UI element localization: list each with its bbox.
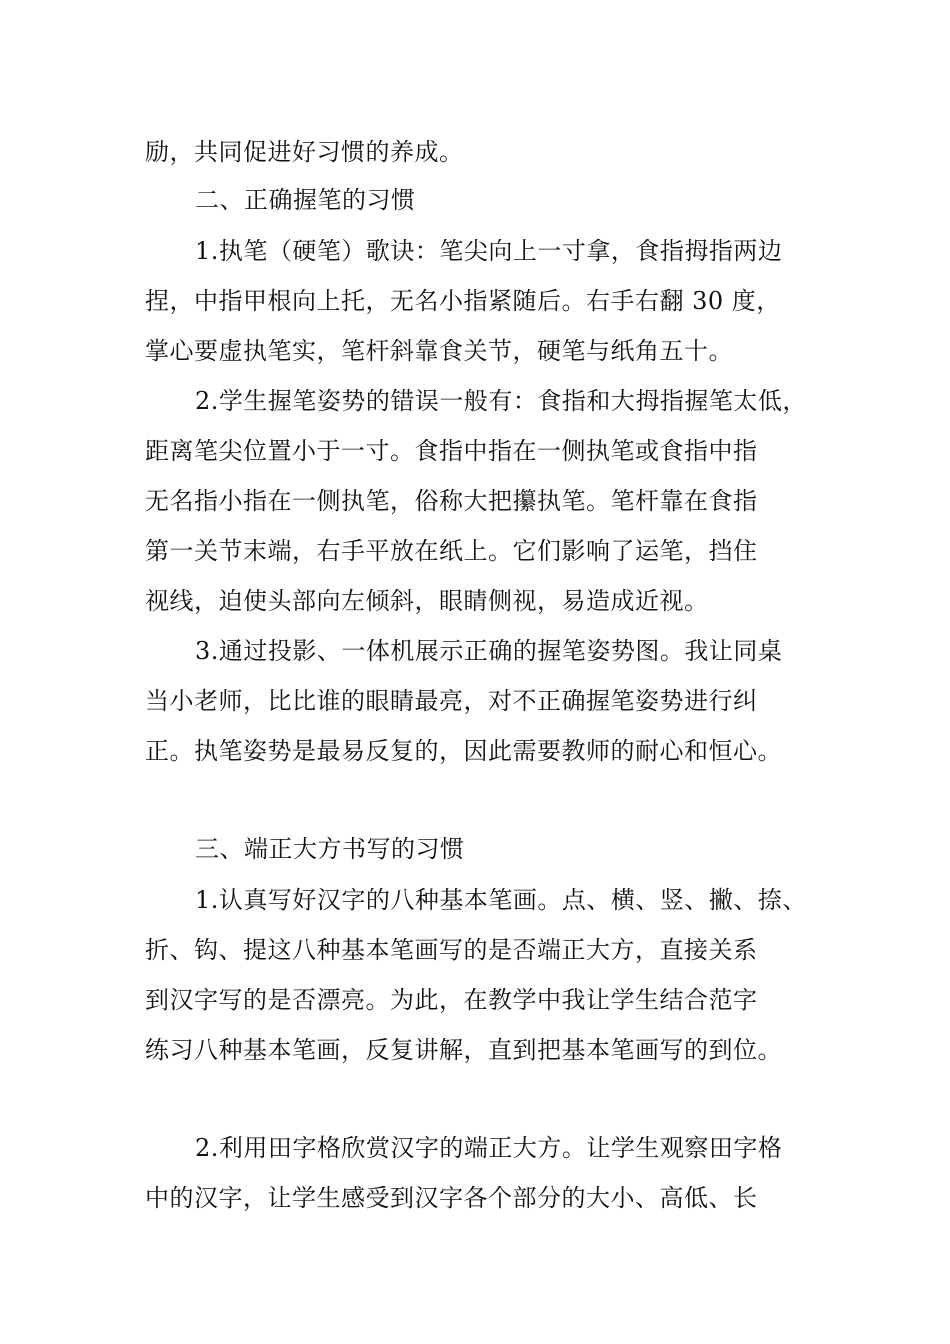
paragraph-line: 励，共同促进好习惯的养成。 <box>145 138 464 166</box>
paragraph-line: 1.认真写好汉字的八种基本笔画。点、横、竖、撇、捺、 <box>195 886 807 914</box>
paragraph-line: 掌心要虚执笔实，笔杆斜靠食关节，硬笔与纸角五十。 <box>145 337 733 365</box>
paragraph-line: 距离笔尖位置小于一寸。食指中指在一侧执笔或食指中指 <box>145 437 758 465</box>
paragraph-line: 视线，迫使头部向左倾斜，眼睛侧视，易造成近视。 <box>145 587 709 615</box>
paragraph-line: 折、钩、提这八种基本笔画写的是否端正大方，直接关系 <box>145 936 758 964</box>
paragraph-line: 2.学生握笔姿势的错误一般有：食指和大拇指握笔太低， <box>195 387 807 415</box>
paragraph-line: 正。执笔姿势是最易反复的，因此需要教师的耐心和恒心。 <box>145 737 782 765</box>
paragraph-line: 到汉字写的是否漂亮。为此，在教学中我让学生结合范字 <box>145 986 758 1014</box>
section-heading: 二、正确握笔的习惯 <box>195 186 416 214</box>
section-heading: 三、端正大方书写的习惯 <box>195 835 465 863</box>
paragraph-line: 无名指小指在一侧执笔，俗称大把攥执笔。笔杆靠在食指 <box>145 487 758 515</box>
paragraph-line: 当小老师，比比谁的眼睛最亮，对不正确握笔姿势进行纠 <box>145 687 758 715</box>
paragraph-line: 2.利用田字格欣赏汉字的端正大方。让学生观察田字格 <box>195 1134 783 1162</box>
paragraph-line: 3.通过投影、一体机展示正确的握笔姿势图。我让同桌 <box>195 637 783 665</box>
paragraph-line: 第一关节末端，右手平放在纸上。它们影响了运笔，挡住 <box>145 537 758 565</box>
paragraph-line: 中的汉字，让学生感受到汉字各个部分的大小、高低、长 <box>145 1184 758 1212</box>
paragraph-line: 练习八种基本笔画，反复讲解，直到把基本笔画写的到位。 <box>145 1036 782 1064</box>
paragraph-line: 捏，中指甲根向上托，无名小指紧随后。右手右翻 30 度， <box>145 287 781 315</box>
paragraph-line: 1.执笔（硬笔）歌诀：笔尖向上一寸拿，食指拇指两边 <box>195 237 783 265</box>
